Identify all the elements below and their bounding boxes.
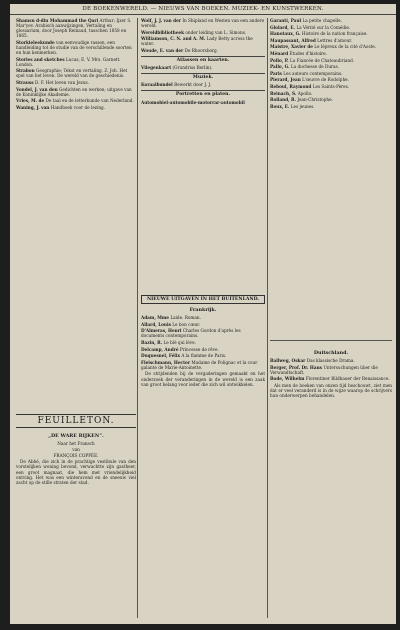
list-item: Storkieleekunde van eenvoudige rassen, een handleiding tot de studie van de verschillende soorten en hun kenmerken. xyxy=(16,39,132,56)
list-item: Wolf, J. J. van der In Shipland en Westen van een andere wereld. xyxy=(141,18,265,29)
feuilleton-heading: FEUILLETON. xyxy=(16,414,136,428)
list-item: Berger, Prof. Dr. Hans Untersuchungen über die Verwandtschaft. xyxy=(270,364,378,375)
body-text: De strijdenden bij de vergaderingen gemaakt en het onderzoek der veranderingen in de wereld is een zaak van groot belang voor ieder die zich wil ontwikkelen. xyxy=(141,371,265,387)
list-item: Automobiel-automobile-motorrar-automobil xyxy=(141,99,245,105)
list-item: Woude, E. van der De Rhoorsborg. xyxy=(141,47,219,53)
column-2 xyxy=(141,18,265,296)
list-item: Koraalbundel Bewerkt door J. J. xyxy=(141,82,212,88)
list-item: Ménard Études d'histoire. xyxy=(270,50,327,56)
list-item: Vondel, J. van den Gedichten en werken; uitgave van de Koninklijke Akademie. xyxy=(16,86,132,97)
list-item: Maupassant, Alfred Lettres d'amour. xyxy=(270,37,353,43)
list-item: Waning, J. van Handboek voor de lezing. xyxy=(16,104,106,110)
list-item: Ballweg, Oskar Das klassische Drama. xyxy=(270,358,355,364)
list-item: D'Almeras, Henri Charles Gordon d'après les documents contemporains. xyxy=(141,328,241,339)
list-item: Shamsu d-din Mohammad the Qari Arthur; Ijzer S. Mar'yev. Arahisch aanwijzingen, Vertaling en glossarium, door Joseph Reinaud, tusschen 1858 en 1865. xyxy=(16,18,132,39)
section-heading: Duitschland. xyxy=(313,350,349,356)
list-item: Maistre, Xavier de Le lépreux de la cité d'Aoste. xyxy=(270,44,377,50)
list-item: Allard, Louis Le bon cœur. xyxy=(141,321,201,327)
story-text: De Abbé, die zich in de prachtige vestibule van den vorstelijken woning bevond, verwachtte zijn gastheer, een groot magnaat, die hem met vriendelijkheid ontving. Het was een winteravond en de sneeuw viel zacht op de stille straten der stad. xyxy=(16,459,136,485)
list-item: Rolland, R. Jean-Christophe. xyxy=(270,97,333,103)
list-item: Roux, E. Les jeunes. xyxy=(270,103,315,109)
story-subtitle: Naar het Fransch xyxy=(57,441,95,447)
list-item: Pallo, G. La duchesse de Duras. xyxy=(270,64,340,70)
list-item: Fleischmann, Hector Madame de Polignac et la cour galante de Marie-Antoinette. xyxy=(141,359,258,370)
section-rule xyxy=(270,340,392,341)
section-heading: Muziek. xyxy=(141,73,265,80)
list-item: Pollo, P. La Fiancée de Chateaubriand. xyxy=(270,57,355,63)
story-subtitle: van xyxy=(72,447,80,453)
section-heading: Portretten en platen. xyxy=(141,90,265,97)
list-item: Duquesnel, Félix A la flamme de Paris. xyxy=(141,353,227,359)
list-item: Williamson, C. N. and A. M. Lady Betty across the water. xyxy=(141,36,253,47)
list-item: Reboul, Raymond Les Saints-Pères. xyxy=(270,83,350,89)
list-item: Garanti, Paul La petite chapelle. xyxy=(270,18,342,23)
list-item: Pierard, Jean L'œuvre de Rodolphe. xyxy=(270,77,349,83)
list-item: Bode, Wilhelm Florentiner Bildhauer der Renaissance. xyxy=(270,376,390,382)
page-header: DE BOEKENWERELD. — NIEUWS VAN BOEKEN. MUZIEK- EN KUNSTWERKEN. xyxy=(10,6,396,15)
list-item: Glolard, E. La Vérité sur la Comédie. xyxy=(270,24,351,30)
foreign-publications-title: NIEUWE UITGAVEN IN HET BUITENLAND. xyxy=(141,295,265,304)
column-2-lower xyxy=(141,306,265,606)
list-item: Vliegenkaart (Grundriss Berlin). xyxy=(141,65,213,71)
section-heading: Atlassen en kaarten. xyxy=(141,56,265,63)
newspaper-page xyxy=(10,4,396,624)
feuilleton-column xyxy=(16,432,136,617)
list-item: Adam, Mme Laide. Roman. xyxy=(141,315,201,321)
list-item: Paris Les auteurs contemporains. xyxy=(270,70,343,76)
story-author: FRANÇOIS COPPÉE. xyxy=(53,453,99,459)
column-divider xyxy=(267,18,268,618)
column-3-lower xyxy=(270,349,392,611)
column-1 xyxy=(16,18,136,408)
column-3 xyxy=(270,18,392,338)
list-item: Wereldbibliotheek onder leiding van L. Simons. xyxy=(141,29,247,35)
list-item: Bazin, R. Le blé qui lève. xyxy=(141,339,196,345)
list-item: Strauss D. F. Het leven van Jezus. xyxy=(16,80,90,86)
list-item: Hanotaux, G. Histoire de la nation française. xyxy=(270,31,368,37)
list-item: Stories and sketches Lucas, E. V. Mrs. Garnett. London. xyxy=(16,56,121,67)
column-divider xyxy=(137,18,138,618)
body-text: Als men de boeken van onzen tijd beschouwt, ziet men dat er veel veranderd is in de wijze waarop de schrijvers hun onderwerpen behandelen. xyxy=(270,382,392,399)
list-item: Vries, M. de De taal en de letterkunde van Nederland. xyxy=(16,98,134,104)
list-item: Reinach, S. Apollo. xyxy=(270,90,313,96)
story-title: „DE WARE RIJKEN”. xyxy=(48,433,104,439)
list-item: Strabon Geographie; Tekst en vertaling. Z. Joh. Het spel van het leven. De wereld van de geschiedenis. xyxy=(16,68,128,79)
list-item: Delcamp, André Princesse de rêve. xyxy=(141,346,219,352)
section-heading: Frankrijk. xyxy=(189,307,217,313)
